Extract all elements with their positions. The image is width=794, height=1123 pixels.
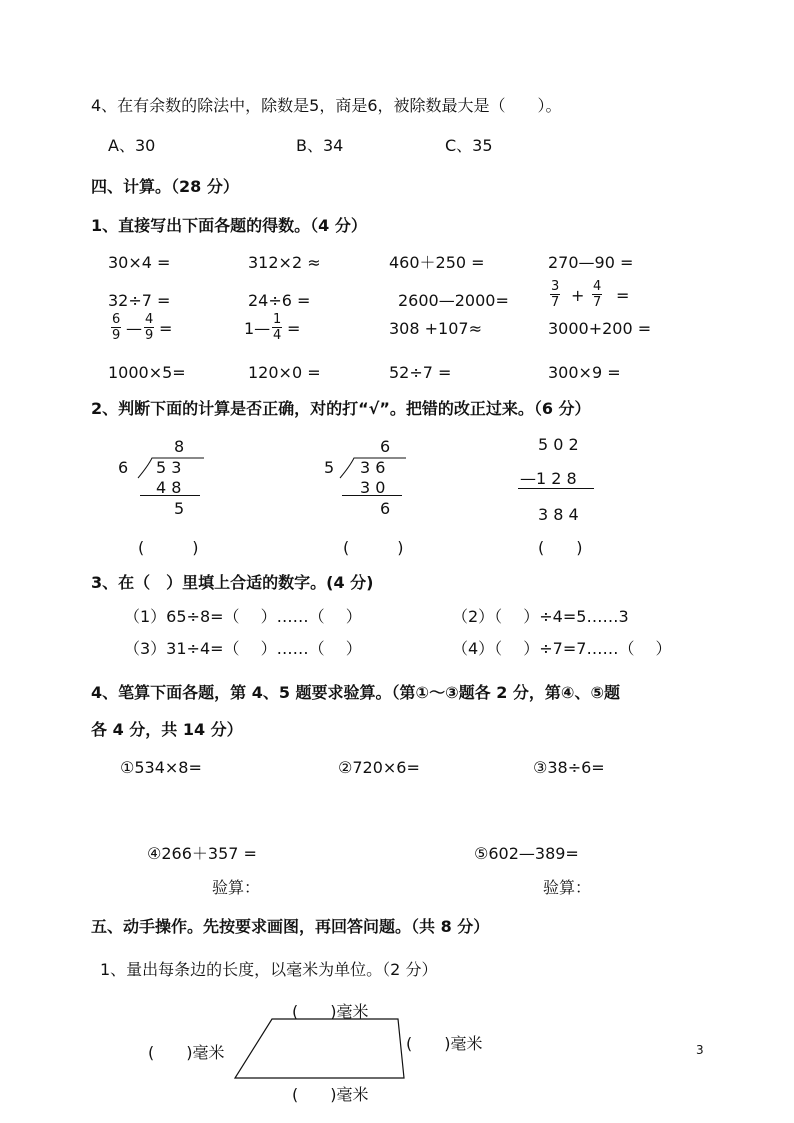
trapezoid-shape [230,1016,410,1082]
division-line [140,495,200,496]
edge-label-right: ( )毫米 [406,1034,483,1053]
fraction: $\frac{1}{4}$ [273,312,282,343]
section-4-title: 四、计算。（28 分） [91,177,239,196]
calc-item: 2600—2000= [398,291,509,310]
division-dividend: 3 6 [360,458,386,477]
fraction-prefix: 1— [244,319,271,338]
answer-blank: ( ) [138,538,199,557]
option-c: C、35 [445,136,493,155]
section-5-q1: 1、量出每条边的长度，以毫米为单位。（2 分） [100,960,438,979]
calc-item: 120×0 = [248,363,321,382]
division-dividend: 5 3 [156,458,182,477]
calc-item: 300×9 = [548,363,621,382]
division-line [342,495,402,496]
subtraction-line [518,488,594,489]
division-divisor: 5 [324,458,335,477]
question-4-text: 4、在有余数的除法中，除数是5，商是6，被除数最大是（ ）。 [91,96,562,115]
written-calc: ②720×6= [338,758,420,777]
written-calc: ①534×8= [120,758,202,777]
fraction: $\frac{4}{7}$ [593,279,602,310]
division-product: 3 0 [360,478,386,497]
fraction-equals: = [616,286,630,305]
fill-item: （1）65÷8=（ ）……（ ） [124,607,362,626]
part-1-title: 1、直接写出下面各题的得数。（4 分） [91,216,367,235]
subtraction-bottom: —1 2 8 [520,469,577,488]
calc-item: 270—90 = [548,253,634,272]
division-quotient: 6 [380,437,391,456]
division-remainder: 5 [174,499,185,518]
calc-item: 1000×5= [108,363,186,382]
option-a: A、30 [108,136,156,155]
fill-item: （3）31÷4=（ ）……（ ） [124,639,362,658]
part-2-title: 2、判断下面的计算是否正确，对的打“√”。把错的改正过来。（6 分） [91,399,591,418]
calc-item: 312×2 ≈ [248,253,321,272]
calc-item: 460＋250 = [389,253,485,272]
check-label: 验算： [212,878,261,897]
answer-blank: ( ) [343,538,404,557]
fraction-operator: + [571,286,585,305]
calc-item: 32÷7 = [108,291,171,310]
fraction-equals: = [159,319,173,338]
division-divisor: 6 [118,458,129,477]
written-calc: ④266＋357 = [147,844,257,863]
fraction-equals: = [287,319,301,338]
written-calc: ③38÷6= [533,758,605,777]
answer-blank: ( ) [538,538,583,557]
page-number: 3 [696,1043,704,1057]
division-product: 4 8 [156,478,182,497]
fill-item: （2）（ ）÷4=5……3 [452,607,629,626]
calc-item: 52÷7 = [389,363,452,382]
part-4-title-cont: 各 4 分，共 14 分） [91,720,243,739]
division-remainder: 6 [380,499,391,518]
subtraction-top: 5 0 2 [538,435,579,454]
fill-item: （4）（ ）÷7=7……（ ） [452,639,672,658]
written-calc: ⑤602—389= [474,844,579,863]
option-b: B、34 [296,136,344,155]
fraction: $\frac{3}{7}$ [551,279,560,310]
fraction-operator: — [126,319,142,338]
calc-item: 30×4 = [108,253,171,272]
part-4-title: 4、笔算下面各题，第 4、5 题要求验算。（第①～③题各 2 分，第④、⑤题 [91,683,621,702]
check-label: 验算： [543,878,592,897]
subtraction-result: 3 8 4 [538,505,579,524]
division-quotient: 8 [174,437,185,456]
edge-label-top: ( )毫米 [292,1002,369,1021]
fraction: $\frac{6}{9}$ [112,312,121,343]
part-3-title: 3、在（ ）里填上合适的数字。(4 分) [91,573,374,592]
edge-label-left: ( )毫米 [148,1043,225,1062]
calc-item: 24÷6 = [248,291,311,310]
fraction: $\frac{4}{9}$ [145,312,154,343]
section-5-title: 五、动手操作。先按要求画图，再回答问题。（共 8 分） [91,917,490,936]
calc-item: 308 +107≈ [389,319,482,338]
edge-label-bottom: ( )毫米 [292,1085,369,1104]
calc-item: 3000+200 = [548,319,652,338]
